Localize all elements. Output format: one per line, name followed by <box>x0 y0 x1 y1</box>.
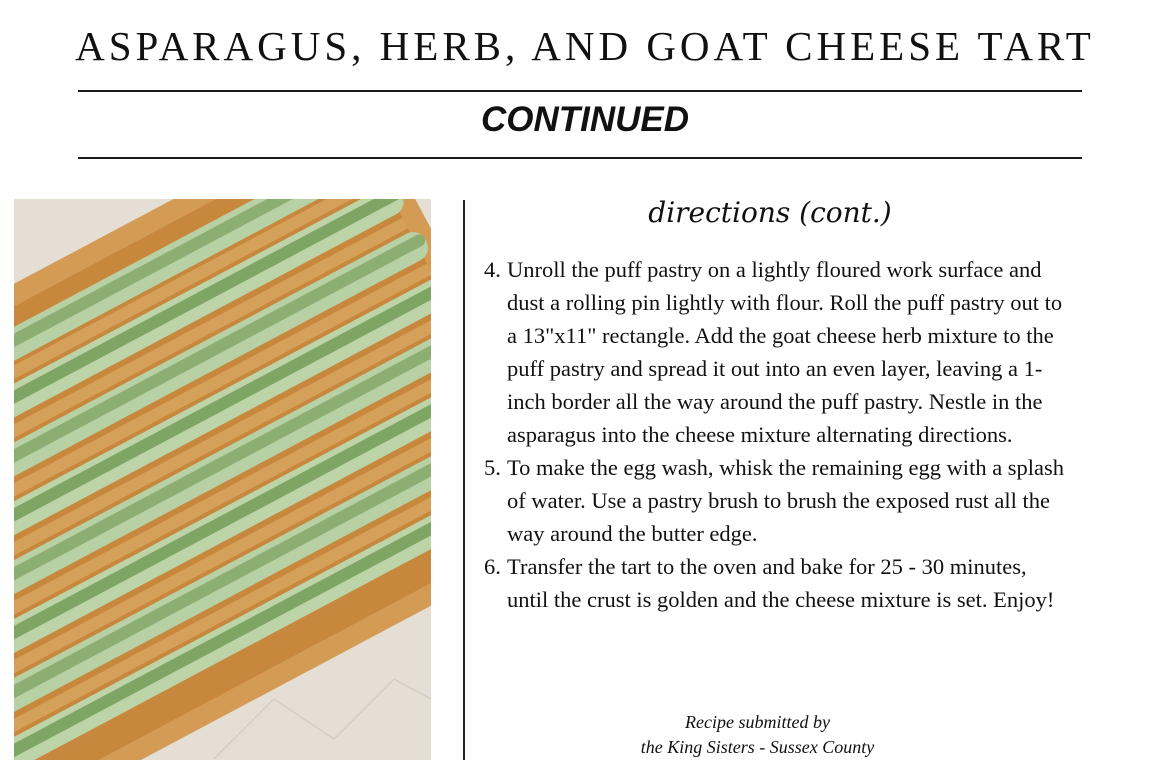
top-divider-rule <box>78 90 1082 92</box>
page-title: ASPARAGUS, HERB, AND GOAT CHEESE TART <box>75 23 1095 69</box>
tart-photo <box>14 199 431 760</box>
direction-step <box>482 550 1072 616</box>
step-number: 5. <box>484 455 501 480</box>
tart-illustration <box>14 199 431 760</box>
step-number: 4. <box>484 257 501 282</box>
direction-step <box>482 451 1072 550</box>
step-text: Unroll the puff pastry on a lightly floured work surface and dust a rolling pin lightly with flour. Roll the puff pastry out to a 13"x11" rectangle. Add the goat cheese herb mixture to the puff pastry and spread it out into an even layer, leaving a 1-inch border all the way around the puff pastry. Nestle in the asparagus into the cheese mixture alternating directions. <box>507 257 1063 447</box>
recipe-credit <box>560 710 955 760</box>
step-text: To make the egg wash, whisk the remaining egg with a splash of water. Use a pastry brush to brush the exposed rust all the way around the butter edge. <box>507 455 1065 546</box>
step-number: 6. <box>484 554 501 579</box>
column-divider <box>463 200 465 760</box>
directions-heading: directions (cont.) <box>648 196 892 229</box>
credit-line: Recipe submitted by <box>685 712 830 732</box>
page-subtitle: CONTINUED <box>480 100 690 139</box>
bottom-divider-rule <box>78 157 1082 159</box>
direction-step <box>482 253 1072 451</box>
credit-author: the King Sisters - Sussex County <box>640 737 875 757</box>
step-text: Transfer the tart to the oven and bake for 25 - 30 minutes, until the crust is golden and the cheese mixture is set. Enjoy! <box>507 554 1055 612</box>
directions-list <box>482 253 1072 616</box>
